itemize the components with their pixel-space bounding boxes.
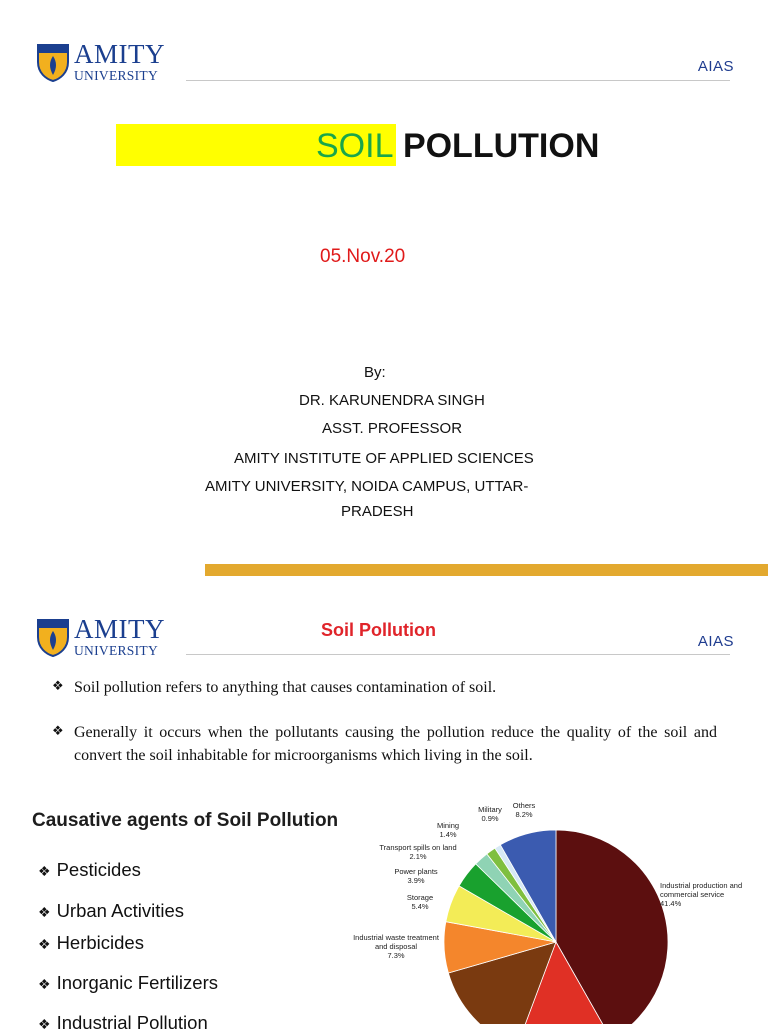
pie-label: Power plants 3.9% (394, 867, 438, 885)
slide-title (316, 124, 599, 168)
footer-accent-bar (205, 564, 768, 576)
logo-subtitle: UNIVERSITY (74, 68, 158, 83)
pie-label: Military 0.9% (478, 805, 502, 823)
section-title: Soil Pollution (321, 620, 436, 640)
author-name: DR. KARUNENDRA SINGH (299, 392, 485, 409)
aias-tag: AIAS (697, 58, 734, 75)
logo-name: AMITY (74, 614, 165, 644)
cause-item: ❖ Urban Activities (38, 900, 185, 921)
cause-item: ❖ Industrial Pollution (38, 1012, 208, 1033)
aias-tag: AIAS (697, 633, 734, 650)
logo-name: AMITY (74, 39, 165, 69)
bullet-diamond-icon: ❖ (38, 936, 51, 952)
causes-heading: Causative agents of Soil Pollution (32, 810, 339, 831)
bullet-diamond-icon: ❖ (38, 976, 51, 992)
amity-crest-icon (36, 617, 70, 657)
pie-label: Storage 5.4% (406, 893, 434, 911)
bullet-diamond-icon: ❖ (52, 723, 64, 738)
cause-item: ❖ Pesticides (38, 859, 141, 880)
amity-logo (36, 41, 165, 83)
cause-item: ❖ Inorganic Fertilizers (38, 972, 218, 993)
author-campus-line2: PRADESH (341, 503, 414, 520)
cause-item: ❖ Herbicides (38, 932, 144, 953)
pie-label: Industrial waste treatment and disposal 7.3% (353, 933, 439, 960)
pie-label: Mining 1.4% (436, 821, 460, 839)
soil-pollution-sources-pie-chart (300, 790, 768, 1024)
bullet-diamond-icon: ❖ (38, 1016, 51, 1032)
by-label: By: (364, 364, 386, 381)
header-divider (186, 654, 730, 655)
amity-logo (36, 616, 165, 658)
author-role: ASST. PROFESSOR (322, 420, 463, 437)
pie-label: Industrial production and commercial service 41.4% (660, 881, 743, 908)
logo-subtitle: UNIVERSITY (74, 643, 158, 658)
pie-label: Others 8.2% (512, 801, 536, 819)
header-divider (186, 80, 730, 81)
author-institute: AMITY INSTITUTE OF APPLIED SCIENCES (234, 450, 534, 467)
bullet-diamond-icon: ❖ (38, 863, 51, 879)
bullet-diamond-icon: ❖ (38, 904, 51, 920)
author-campus-line1: AMITY UNIVERSITY, NOIDA CAMPUS, UTTAR- (205, 478, 529, 495)
amity-crest-icon (36, 42, 70, 82)
bullet-diamond-icon: ❖ (52, 678, 64, 693)
pie-label: Transport spills on land 2.1% (379, 843, 457, 861)
title-word-soil: SOIL (316, 127, 394, 165)
title-word-pollution: POLLUTION (402, 127, 600, 165)
presentation-date: 05.Nov.20 (320, 246, 406, 267)
definition-text: Soil pollution refers to anything that causes contamination of soil. (74, 679, 497, 696)
occurrence-text: Generally it occurs when the pollutants causing the pollution reduce the quality of the soil and convert the soil inhabitable for microorganisms which living in the soil. (74, 724, 717, 764)
